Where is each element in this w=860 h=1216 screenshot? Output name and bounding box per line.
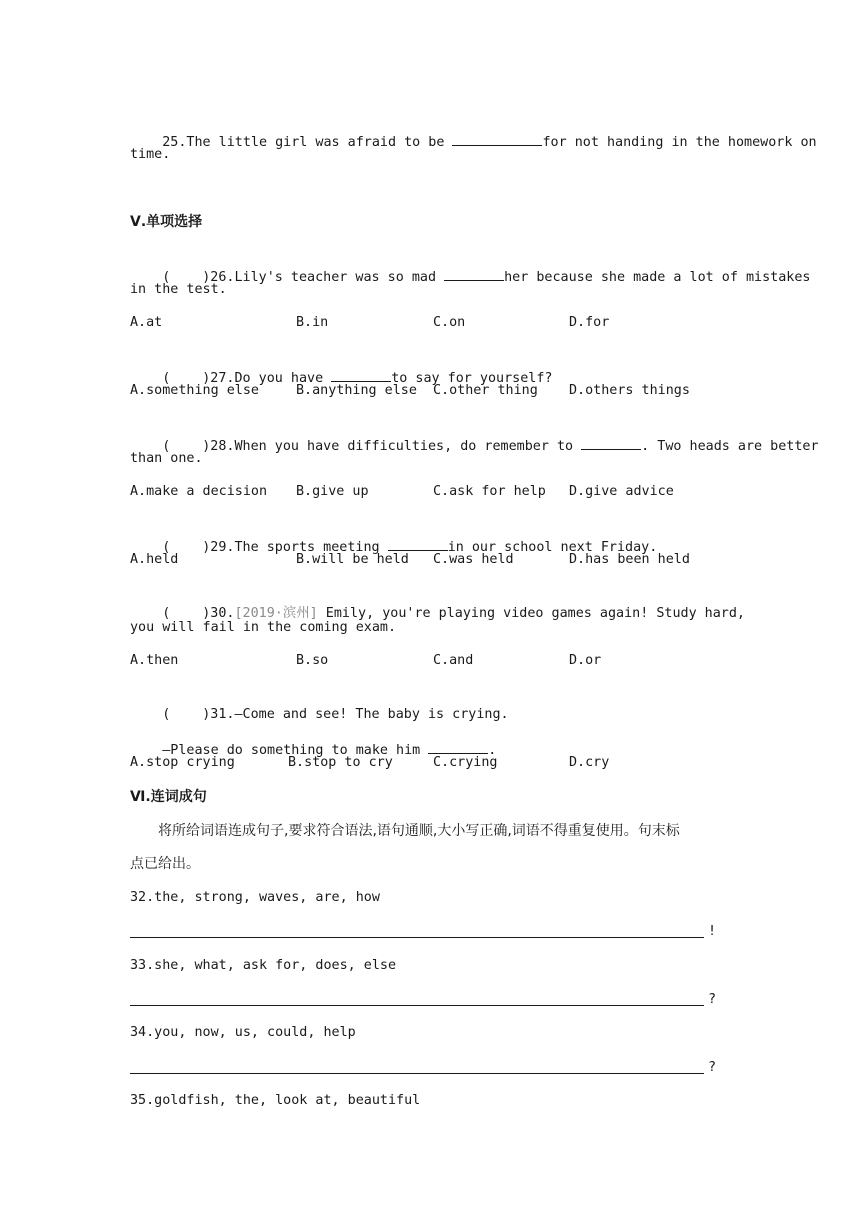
q31-option-d[interactable]: D.cry (569, 755, 610, 770)
q28-option-a[interactable]: A.make a decision (130, 484, 268, 499)
question-25-line-1 (130, 111, 817, 173)
question-25-line-2: time. (130, 147, 171, 162)
q26-option-c[interactable]: C.on (433, 315, 466, 330)
question-26-line-1 (130, 246, 810, 308)
q34-answer-line[interactable] (130, 1073, 704, 1074)
q30-option-b[interactable]: B.so (296, 653, 329, 668)
q25-text-start: 25.The little girl was afraid to be (162, 135, 453, 150)
q31-option-b[interactable]: B.stop to cry (288, 755, 393, 770)
q31-stem: )31.—Come and see! The baby is crying. (202, 707, 509, 722)
q26-answer-paren[interactable]: ( (162, 270, 171, 285)
q26-option-b[interactable]: B.in (296, 315, 329, 330)
q29-blank (388, 536, 448, 551)
q29-option-c[interactable]: C.was held (433, 552, 514, 567)
q30-stem: )30. (202, 606, 235, 621)
q31-blank (428, 739, 488, 754)
section-6-instruction-line-2: 点已给出。 (130, 856, 200, 872)
question-28-line-1 (130, 415, 819, 477)
section-6-title: Ⅵ.连词成句 (130, 789, 207, 805)
q30-answer-paren[interactable]: ( (162, 606, 171, 621)
q28-blank (581, 435, 641, 450)
question-28-line-2: than one. (130, 451, 203, 466)
q25-answer-blank[interactable] (452, 131, 542, 146)
question-35-words: 35.goldfish, the, look at, beautiful (130, 1093, 421, 1108)
q29-options (130, 550, 732, 570)
q31-reply-end: . (488, 743, 497, 758)
q28-option-b[interactable]: B.give up (296, 484, 369, 499)
section-5-title: Ⅴ.单项选择 (130, 214, 203, 230)
q31-reply: —Please do something to make him (162, 743, 429, 758)
q26-option-d[interactable]: D.for (569, 315, 610, 330)
q28-option-d[interactable]: D.give advice (569, 484, 674, 499)
q26-blank (444, 266, 504, 281)
q30-option-d[interactable]: D.or (569, 653, 602, 668)
q28-answer-paren[interactable]: ( (162, 439, 171, 454)
q26-option-a[interactable]: A.at (130, 315, 163, 330)
q31-option-a[interactable]: A.stop crying (130, 755, 235, 770)
q29-option-d[interactable]: D.has been held (569, 552, 690, 567)
q27-option-a[interactable]: A.something else (130, 383, 259, 398)
q31-option-c[interactable]: C.crying (433, 755, 498, 770)
q32-answer-line[interactable] (130, 937, 704, 938)
q28-option-c[interactable]: C.ask for help (433, 484, 546, 499)
q25-text-end: for not handing in the homework on (542, 135, 817, 150)
question-32-words: 32.the, strong, waves, are, how (130, 890, 380, 905)
section-6-instruction-line-1: 将所给词语连成句子,要求符合语法,语句通顺,大小写正确,词语不得重复使用。句末标 (158, 823, 680, 839)
q32-end-punctuation: ! (708, 924, 717, 939)
q26-stem: )26.Lily's teacher was so mad (202, 270, 445, 285)
q33-answer-line[interactable] (130, 1005, 704, 1006)
q29-option-b[interactable]: B.will be held (296, 552, 409, 567)
q26-stem-rest: her because she made a lot of mistakes (504, 270, 811, 285)
q28-options (130, 482, 732, 502)
q27-answer-paren[interactable]: ( (162, 371, 171, 386)
question-34-words: 34.you, now, us, could, help (130, 1025, 356, 1040)
q27-stem: )27.Do you have (202, 371, 332, 386)
q30-stem-rest: Emily, you're playing video games again! Study hard, (317, 606, 745, 621)
q29-stem: )29.The sports meeting (202, 540, 388, 555)
q27-option-d[interactable]: D.others things (569, 383, 690, 398)
q33-end-punctuation: ? (708, 992, 717, 1007)
q34-end-punctuation: ? (708, 1060, 717, 1075)
q27-stem-rest: to say for yourself? (391, 371, 553, 386)
q29-answer-paren[interactable]: ( (162, 540, 171, 555)
question-26-line-2: in the test. (130, 282, 227, 297)
q30-options (130, 651, 732, 671)
question-33-words: 33.she, what, ask for, does, else (130, 958, 397, 973)
q31-answer-paren[interactable]: ( (162, 707, 171, 722)
q27-blank (331, 367, 391, 382)
q29-stem-rest: in our school next Friday. (447, 540, 658, 555)
q31-options (130, 753, 732, 773)
q27-option-b[interactable]: B.anything else (296, 383, 417, 398)
q30-option-a[interactable]: A.then (130, 653, 179, 668)
q27-option-c[interactable]: C.other thing (433, 383, 538, 398)
q29-option-a[interactable]: A.held (130, 552, 179, 567)
q28-stem: )28.When you have difficulties, do remember to (202, 439, 582, 454)
q30-source-tag: [2019·滨州] (234, 606, 318, 621)
q30-option-c[interactable]: C.and (433, 653, 474, 668)
question-30-line-2: you will fail in the coming exam. (130, 620, 397, 635)
q27-options (130, 381, 732, 401)
q26-options (130, 313, 732, 333)
q28-stem-rest: . Two heads are better (641, 439, 819, 454)
